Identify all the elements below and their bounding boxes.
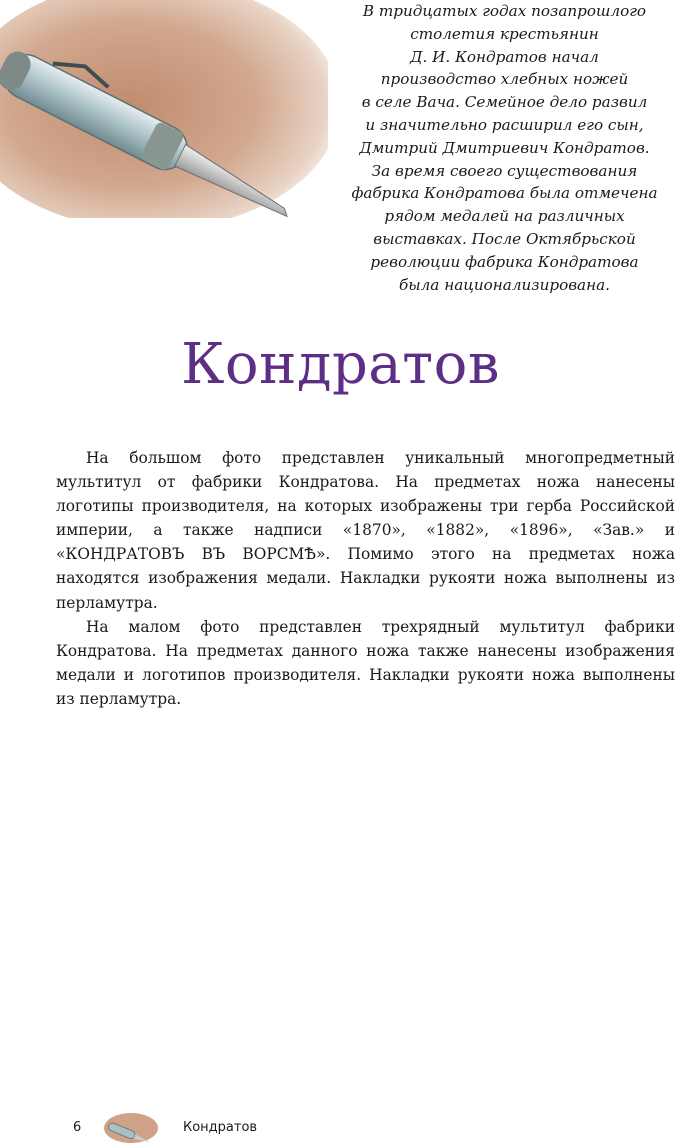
running-title: Кондратов [183, 1120, 258, 1135]
body-text [56, 446, 675, 711]
knife-thumbnail-icon [103, 1112, 159, 1144]
knife-photo [0, 0, 328, 218]
paragraph: На большом фото представлен уникальный многопредметный мультитул от фабрики Кондратова. На предметах ножа нанесены логотипы производителя, на которых изображены три герба Российской империи, а также надписи «1870», «1882», «1896», «Зав.» и «КОНДРАТОВЪ ВЪ ВОРСМѢ». Помимо этого на предметах ножа находятся изображения медали. Накладки рукояти ножа выполнены из перламутра. [56, 449, 675, 612]
page-number: 6 [73, 1120, 82, 1135]
intro-text: В тридцатых годах позапрошлого столетия крестьянин Д. И. Кондратов начал производство хлебных ножей в селе Вача. Семейное дело развил и значительно расширил его сын, Дмитрий Дмитриевич Кондратов. За время своего существования фабрика Кондратова была отмечена рядом медалей на различных выставках. После Октябрьской революции фабрика Кондратова была национализирована. [351, 2, 658, 294]
page-title: Кондратов [181, 332, 500, 397]
paragraph: На малом фото представлен трехрядный мультитул фабрики Кондратова. На предметах данного ножа также нанесены изображения медали и логотипов производителя. Накладки рукояти ножа выполнены из перламутра. [56, 617, 675, 708]
